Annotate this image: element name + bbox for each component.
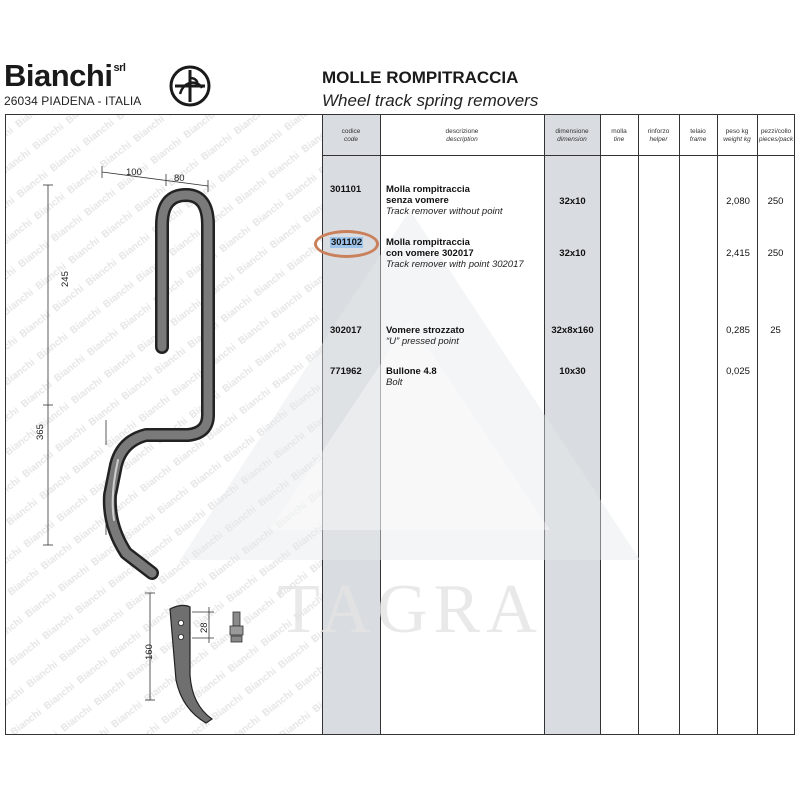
row-301101-weight: 2,080 xyxy=(726,196,750,207)
row-302017-pieces: 25 xyxy=(770,325,781,336)
bianchi-cross-circle-icon xyxy=(168,64,212,108)
page-subtitle: Wheel track spring removers xyxy=(322,91,539,110)
header-divider xyxy=(322,155,794,156)
row-301102-description: Molla rompitraccia con vomere 302017 Track remover with point 302017 xyxy=(386,237,524,270)
row-771962-weight: 0,025 xyxy=(726,366,750,377)
row-771962-description: Bullone 4.8 Bolt xyxy=(386,366,437,388)
page-title: MOLLE ROMPITRACCIA xyxy=(322,68,519,87)
weight-column xyxy=(717,115,757,734)
row-302017-description: Vomere strozzato “U” pressed point xyxy=(386,325,465,347)
brand-suffix: srl xyxy=(113,62,126,74)
row-301101-dimension: 32x10 xyxy=(559,196,586,207)
company-address: 26034 PIADENA - ITALIA xyxy=(4,94,142,108)
brand-name: Bianchi$^{srl}$ xyxy=(4,58,126,93)
header-pieces: pezzi/collo pieces/pack xyxy=(758,128,794,143)
pieces-column xyxy=(757,115,795,734)
header-weight: peso kg weight kg xyxy=(723,128,751,143)
row-301102-weight: 2,415 xyxy=(726,248,750,259)
dim-245: 245 xyxy=(60,271,71,287)
dim-100: 100 xyxy=(126,167,142,178)
header-dimension: dimensione dimension xyxy=(555,128,589,143)
header-frame: telaio frame xyxy=(689,128,707,143)
dim-160: 160 xyxy=(144,644,155,660)
row-302017-code[interactable]: 302017 xyxy=(330,325,362,336)
svg-text:TAGRA: TAGRA xyxy=(277,571,543,648)
dim-365: 365 xyxy=(35,424,46,440)
row-301102-code[interactable]: 301102 xyxy=(331,237,363,248)
dim-28: 28 xyxy=(199,622,210,633)
frame-column xyxy=(679,115,717,734)
row-301102-pieces: 250 xyxy=(767,248,784,259)
header-tine: molla tine xyxy=(611,128,627,143)
row-301101-pieces: 250 xyxy=(767,196,784,207)
row-301102-dimension: 32x10 xyxy=(559,248,586,259)
row-301101-description: Molla rompitraccia senza vomere Track remover without point xyxy=(386,184,503,217)
code-highlight-circle xyxy=(314,230,379,258)
dim-80: 80 xyxy=(174,173,185,184)
row-771962-dimension: 10x30 xyxy=(559,366,586,377)
header-code: codice code xyxy=(341,128,361,143)
row-771962-code[interactable]: 771962 xyxy=(330,366,362,377)
header-description: descrizione description xyxy=(445,128,479,143)
header-helper: rinforzo helper xyxy=(647,128,670,143)
row-302017-weight: 0,285 xyxy=(726,325,750,336)
row-301101-code[interactable]: 301101 xyxy=(330,184,362,195)
row-302017-dimension: 32x8x160 xyxy=(551,325,594,336)
